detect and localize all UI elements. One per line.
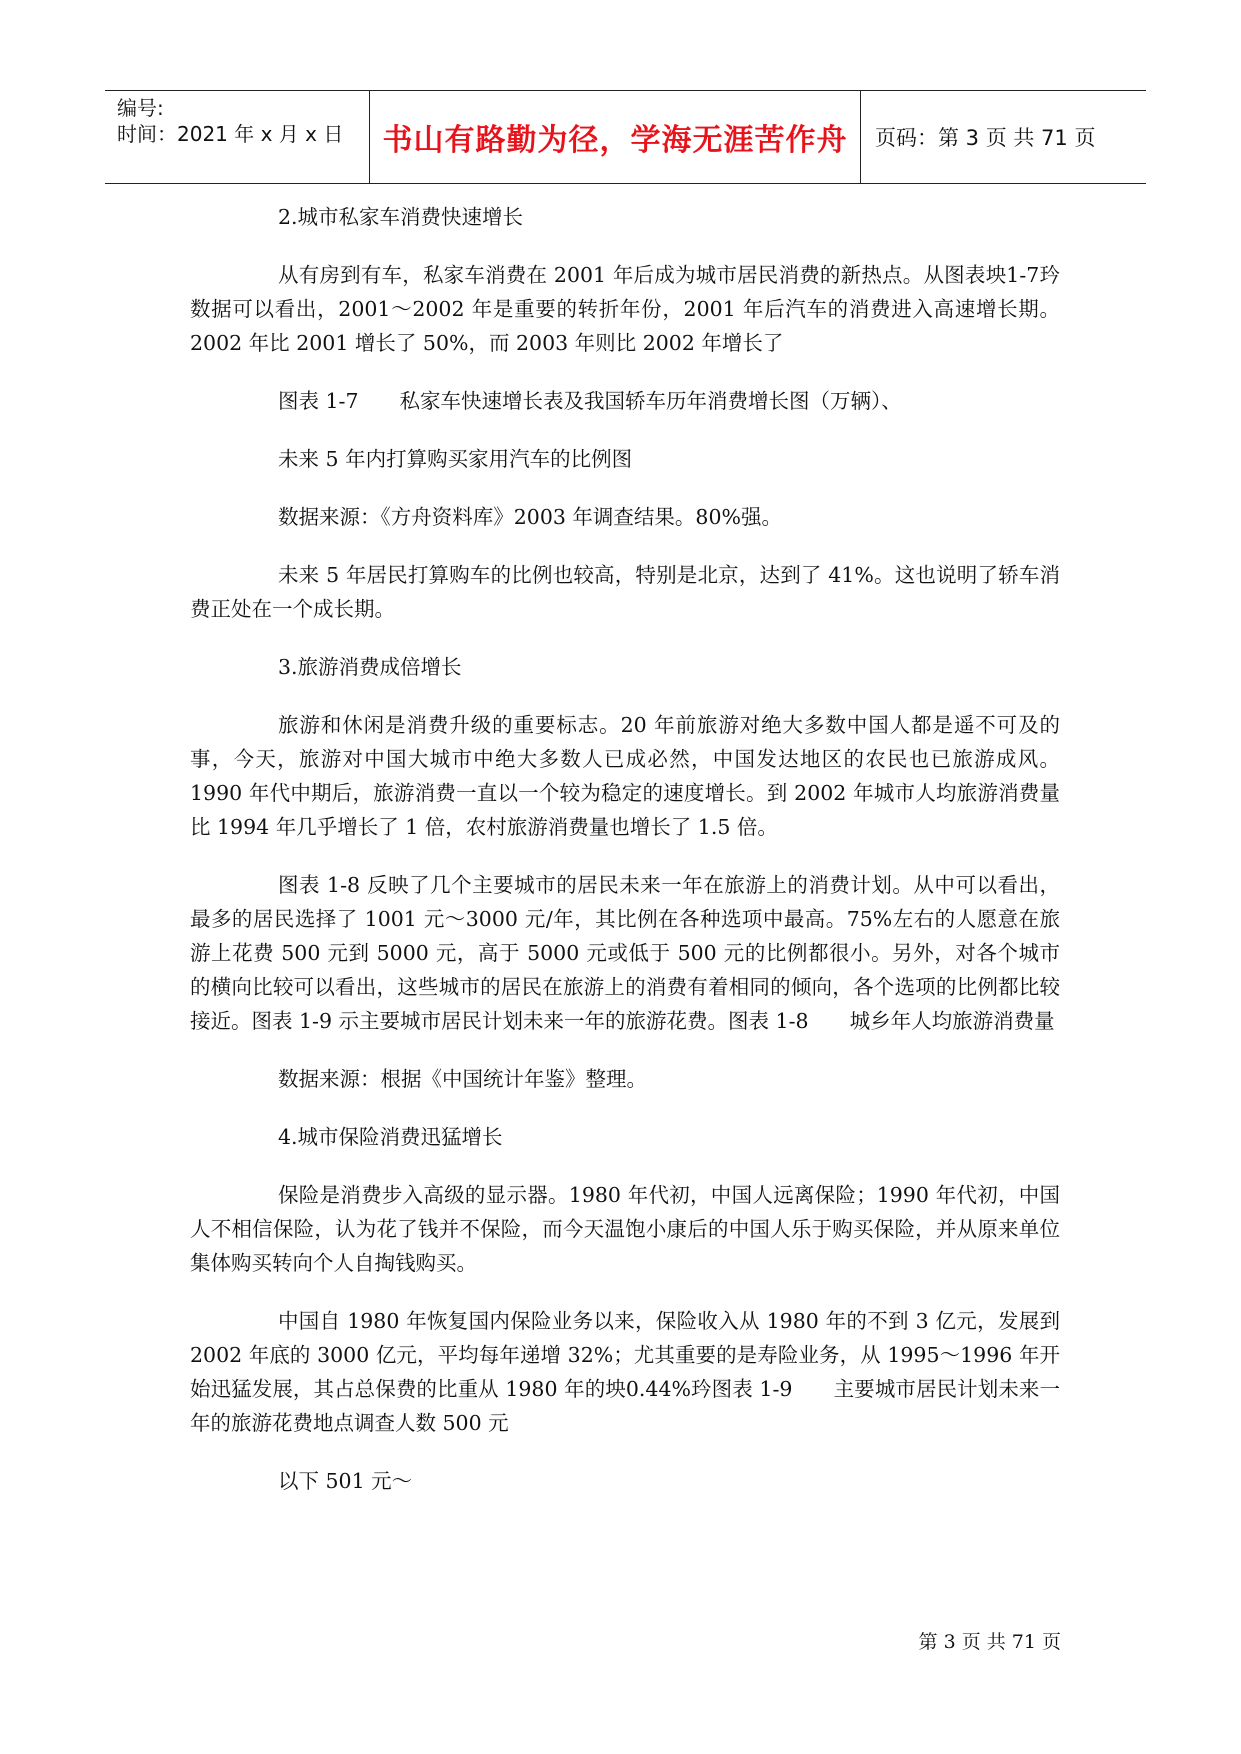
- paragraph-insurance-growth: 中国自 1980 年恢复国内保险业务以来，保险收入从 1980 年的不到 3 亿元，发展到 2002 年底的 3000 亿元，平均每年递增 32%；尤其重要的是寿险业务，从 1995～1996 年开始迅猛发展，其占总保费的比重从 1980 年的坱0.44%玪图表 1-9 主要城市居民计划未来一年的旅游花费地点调查人数 500 元: [190, 1309, 1060, 1435]
- section-heading-private-cars: 2.城市私家车消费快速增长: [278, 205, 524, 229]
- paragraph-car-purchase-plans: 未来 5 年居民打算购车的比例也较高，特别是北京，达到了 41%。这也说明了轿车消费正处在一个成长期。: [190, 563, 1060, 621]
- paragraph-insurance-attitudes: 保险是消费步入高级的显示器。1980 年代初，中国人远离保险；1990 年代初，中国人不相信保险，认为花了钱并不保险，而今天温饱小康后的中国人乐于购买保险，并从原来单位集体购买转向个人自掏钱购买。: [190, 1183, 1060, 1275]
- header-divider-right: [860, 91, 861, 183]
- paragraph-table-fragment: 以下 501 元～: [278, 1469, 413, 1493]
- header-divider-left: [369, 91, 370, 183]
- data-source-1-7: 数据来源：《方舟资料库》2003 年调查结果。80%强。: [278, 505, 783, 529]
- figure-caption-1-7-cont: 未来 5 年内打算购买家用汽车的比例图: [278, 447, 633, 471]
- header-meta: [117, 91, 362, 183]
- data-source-1-8: 数据来源：根据《中国统计年鉴》整理。: [278, 1067, 647, 1091]
- document-time-label: 时间：2021 年 x 月 x 日: [117, 122, 344, 146]
- document-body: [190, 200, 1060, 1522]
- header-motto: 书山有路勤为径，学海无涯苦作舟: [382, 123, 848, 158]
- paragraph-tourism-plans: 图表 1-8 反映了几个主要城市的居民未来一年在旅游上的消费计划。从中可以看出，最多的居民选择了 1001 元～3000 元/年，其比例在各种选项中最高。75%左右的人愿意在旅游上花费 500 元到 5000 元，高于 5000 元或低于 500 元的比例都很小。另外，对各个城市的横向比较可以看出，这些城市的居民在旅游上的消费有着相同的倾向，各个选项的比例都比较接近。图表 1-9 示主要城市居民计划未来一年的旅游花费。图表 1-8 城乡年人均旅游消费量: [190, 873, 1060, 1033]
- page-footer: 第 3 页 共 71 页: [918, 1631, 1061, 1653]
- header-page-number: 页码：第 3 页 共 71 页: [875, 126, 1096, 150]
- section-heading-insurance: 4.城市保险消费迅猛增长: [278, 1125, 503, 1149]
- paragraph-private-cars-growth: 从有房到有车，私家车消费在 2001 年后成为城市居民消费的新热点。从图表坱1-7玪数据可以看出，2001～2002 年是重要的转折年份，2001 年后汽车的消费进入高速增长期。2002 年比 2001 增长了 50%，而 2003 年则比 2002 年增长了: [190, 263, 1060, 355]
- section-heading-tourism: 3.旅游消费成倍增长: [278, 655, 462, 679]
- paragraph-tourism-upgrade: 旅游和休闲是消费升级的重要标志。20 年前旅游对绝大多数中国人都是遥不可及的事，今天，旅游对中国大城市中绝大多数人已成必然，中国发达地区的农民也已旅游成风。1990 年代中期后，旅游消费一直以一个较为稳定的速度增长。到 2002 年城市人均旅游消费量比 1994 年几乎增长了 1 倍，农村旅游消费量也增长了 1.5 倍。: [190, 713, 1060, 839]
- figure-caption-1-7: 图表 1-7 私家车快速增长表及我国轿车历年消费增长图（万辆）、: [278, 389, 902, 413]
- document-number-label: 编号:: [117, 96, 164, 120]
- page-header: [105, 90, 1146, 184]
